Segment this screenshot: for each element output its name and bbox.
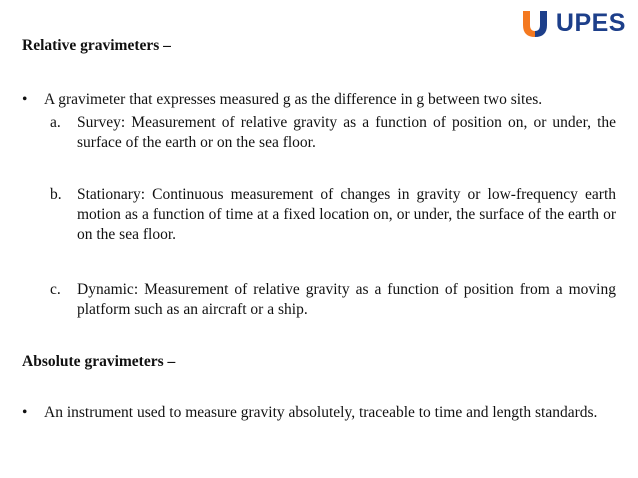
relative-gravimeters-heading: Relative gravimeters – bbox=[22, 37, 171, 54]
bullet-marker: • bbox=[22, 91, 28, 108]
list-item-text: Survey: Measurement of relative gravity as a function of position on, or under, the surface of the earth or on the sea floor. bbox=[77, 114, 616, 151]
absolute-bullet-text: An instrument used to measure gravity absolutely, traceable to time and length standards. bbox=[44, 404, 598, 421]
list-item-stationary bbox=[50, 185, 616, 245]
list-item-label: b. bbox=[50, 186, 62, 203]
relative-bullet-text: A gravimeter that expresses measured g as the difference in g between two sites. bbox=[44, 91, 543, 108]
absolute-gravimeters-heading: Absolute gravimeters – bbox=[22, 353, 176, 370]
brand-name: UPES bbox=[555, 8, 626, 37]
list-item-survey bbox=[50, 113, 616, 153]
bullet-marker: • bbox=[22, 404, 28, 421]
list-item-text: Dynamic: Measurement of relative gravity as a function of position from a moving platform such as an aircraft or a ship. bbox=[77, 281, 616, 318]
list-item-text: Stationary: Continuous measurement of changes in gravity or low-frequency earth motion as a function of time at a fixed location on, or under, the surface of the earth or on the sea floor. bbox=[77, 186, 616, 243]
list-item-label: a. bbox=[50, 114, 61, 131]
list-item-label: c. bbox=[50, 281, 61, 298]
upes-logo-mark-icon bbox=[520, 8, 550, 38]
list-item-dynamic bbox=[50, 280, 616, 320]
absolute-bullet bbox=[22, 403, 616, 423]
relative-bullet bbox=[22, 90, 616, 110]
upes-logo bbox=[520, 6, 626, 40]
